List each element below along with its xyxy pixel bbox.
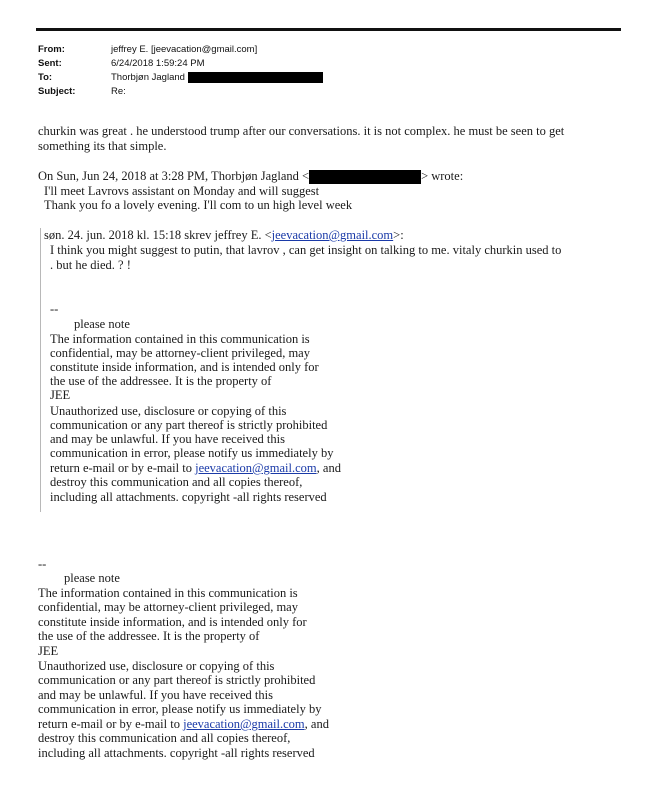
to-label: To:: [38, 72, 53, 83]
disclaimer-line: JEE: [38, 644, 59, 658]
reply-attribution: [44, 228, 404, 243]
disclaimer-text: , and: [316, 461, 341, 475]
reply-attribution: [38, 169, 463, 184]
quoted-line: . but he died. ? !: [50, 258, 131, 272]
attribution-text: søn. 24. jun. 2018 kl. 15:18 skrev jeffrey E. <: [44, 228, 272, 242]
please-note: please note: [64, 571, 120, 585]
redaction-box: [309, 170, 421, 184]
disclaimer-line: including all attachments. copyright -all rights reserved: [38, 746, 315, 760]
attribution-suffix: >:: [393, 228, 404, 242]
attribution-suffix: > wrote:: [421, 169, 464, 183]
quoted-line: I'll meet Lavrovs assistant on Monday and will suggest: [44, 184, 320, 198]
email-link[interactable]: jeevacation@gmail.com: [271, 228, 394, 242]
disclaimer-line: and may be unlawful. If you have received this: [50, 432, 285, 446]
disclaimer-line: communication or any part thereof is strictly prohibited: [50, 418, 328, 432]
disclaimer-line: and may be unlawful. If you have received this: [38, 688, 273, 702]
to-value: [111, 70, 323, 85]
subject-label: Subject:: [38, 86, 76, 97]
disclaimer-line: Unauthorized use, disclosure or copying of this: [50, 404, 287, 418]
disclaimer-line: The information contained in this communication is: [38, 586, 298, 600]
disclaimer-text: , and: [304, 717, 329, 731]
quoted-line: Thank you fo a lovely evening. I'll com to un high level week: [44, 198, 353, 212]
disclaimer-line: Unauthorized use, disclosure or copying of this: [38, 659, 275, 673]
disclaimer-text: return e-mail or by e-mail to: [38, 717, 184, 731]
body-line: churkin was great . he understood trump after our conversations. it is not complex. he must be seen to get: [38, 124, 565, 138]
signature-dashes: --: [38, 557, 47, 571]
signature-dashes: --: [50, 302, 59, 316]
disclaimer-line: including all attachments. copyright -all rights reserved: [50, 490, 327, 504]
disclaimer-line: [50, 461, 341, 476]
disclaimer-line: the use of the addressee. It is the property of: [38, 629, 260, 643]
sent-value: 6/24/2018 1:59:24 PM: [111, 58, 205, 69]
disclaimer-line: constitute inside information, and is intended only for: [38, 615, 307, 629]
disclaimer-line: constitute inside information, and is intended only for: [50, 360, 319, 374]
disclaimer-line: destroy this communication and all copies thereof,: [50, 475, 303, 489]
from-label: From:: [38, 44, 65, 55]
to-name: Thorbjøn Jagland: [111, 72, 185, 83]
disclaimer-line: destroy this communication and all copies thereof,: [38, 731, 291, 745]
quote-bar: [40, 228, 41, 512]
sent-label: Sent:: [38, 58, 62, 69]
disclaimer-line: [38, 717, 329, 732]
disclaimer-line: communication in error, please notify us immediately by: [50, 446, 334, 460]
please-note: please note: [74, 317, 130, 331]
disclaimer-line: the use of the addressee. It is the property of: [50, 374, 272, 388]
subject-value: Re:: [111, 86, 126, 97]
disclaimer-line: communication in error, please notify us immediately by: [38, 702, 322, 716]
attribution-text: On Sun, Jun 24, 2018 at 3:28 PM, Thorbjøn Jagland <: [38, 169, 310, 183]
quoted-line: I think you might suggest to putin, that lavrov , can get insight on talking to me. vitaly churkin used to: [50, 243, 562, 257]
header-rule: [36, 28, 621, 31]
disclaimer-line: The information contained in this communication is: [50, 332, 310, 346]
redaction-box: [188, 72, 323, 83]
disclaimer-line: confidential, may be attorney-client privileged, may: [50, 346, 310, 360]
email-link[interactable]: jeevacation@gmail.com: [183, 717, 305, 731]
body-line: something its that simple.: [38, 139, 167, 153]
email-link[interactable]: jeevacation@gmail.com: [195, 461, 317, 475]
disclaimer-text: return e-mail or by e-mail to: [50, 461, 196, 475]
from-value: jeffrey E. [jeevacation@gmail.com]: [111, 44, 258, 55]
disclaimer-line: confidential, may be attorney-client privileged, may: [38, 600, 298, 614]
disclaimer-line: JEE: [50, 388, 71, 402]
disclaimer-line: communication or any part thereof is strictly prohibited: [38, 673, 316, 687]
